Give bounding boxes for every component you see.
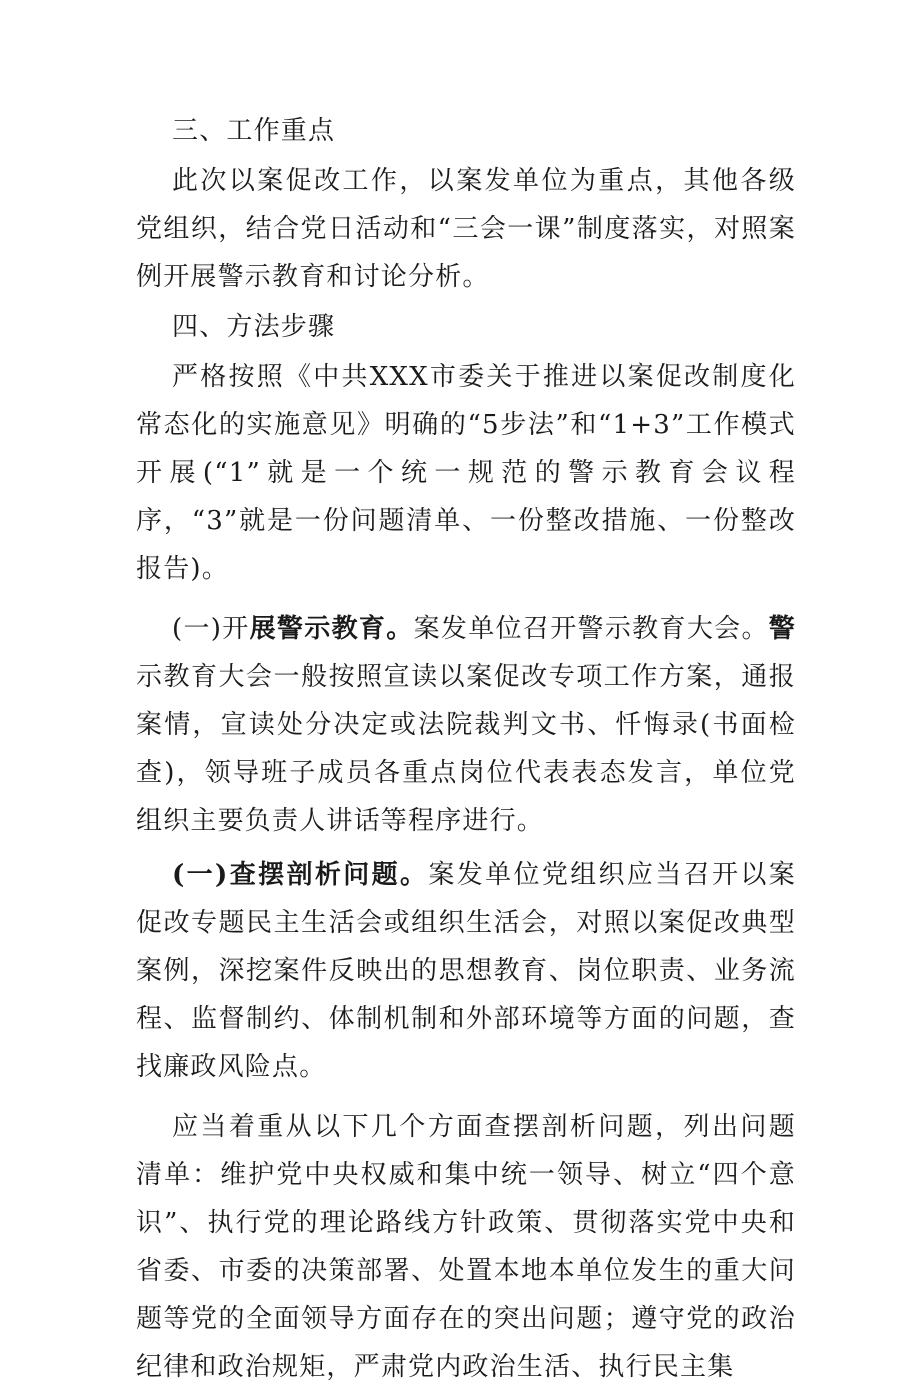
step1-body-b: 示教育大会一般按照宣读以案促改专项工作方案，通报案情，宣读处分决定或法院裁判文书、忏悔录(书面检查)，领导班子成员各重点岗位代表表态发言，单位党组织主要负责人讲话等程序进行。	[136, 662, 796, 836]
step1-title: 展警示教育。	[249, 614, 414, 644]
section-heading-methods: 四、方法步骤	[172, 312, 336, 342]
paragraph-step-warning-education	[136, 605, 796, 845]
document-body	[136, 107, 796, 1391]
step1-bold-word: 警	[768, 614, 796, 644]
step2-body: 案发单位党组织应当召开以案促改专题民主生活会或组织生活会，对照以案促改典型案例，深挖案件反映出的思想教育、岗位职责、业务流程、监督制约、体制机制和外部环境等方面的问题，查找廉政风险点。	[136, 860, 796, 1082]
section-heading-work-focus: 三、工作重点	[172, 116, 336, 146]
step2-title: (一)查摆剖析问题。	[172, 860, 429, 890]
step1-prefix: (一)开	[172, 614, 250, 644]
paragraph-problem-list: 应当着重从以下几个方面查摆剖析问题，列出问题清单：维护党中央权威和集中统一领导、树立“四个意识”、执行党的理论路线方针政策、贯彻落实党中央和省委、市委的决策部署、处置本地本单位发生的重大问题等党的全面领导方面存在的突出问题；遵守党的政治纪律和政治规矩，严肃党内政治生活、执行民主集	[136, 1112, 796, 1382]
paragraph-methods: 严格按照《中共XXX市委关于推进以案促改制度化常态化的实施意见》明确的“5步法”和“1+3”工作模式开展(“1”就是一个统一规范的警示教育会议程序，“3”就是一份问题清单、一份整改措施、一份整改报告)。	[136, 362, 796, 584]
paragraph-work-focus: 此次以案促改工作，以案发单位为重点，其他各级党组织，结合党日活动和“三会一课”制度落实，对照案例开展警示教育和讨论分析。	[136, 166, 796, 292]
step1-body-a: 案发单位召开警示教育大会。	[413, 614, 769, 644]
paragraph-step-problem-analysis	[136, 851, 796, 1091]
